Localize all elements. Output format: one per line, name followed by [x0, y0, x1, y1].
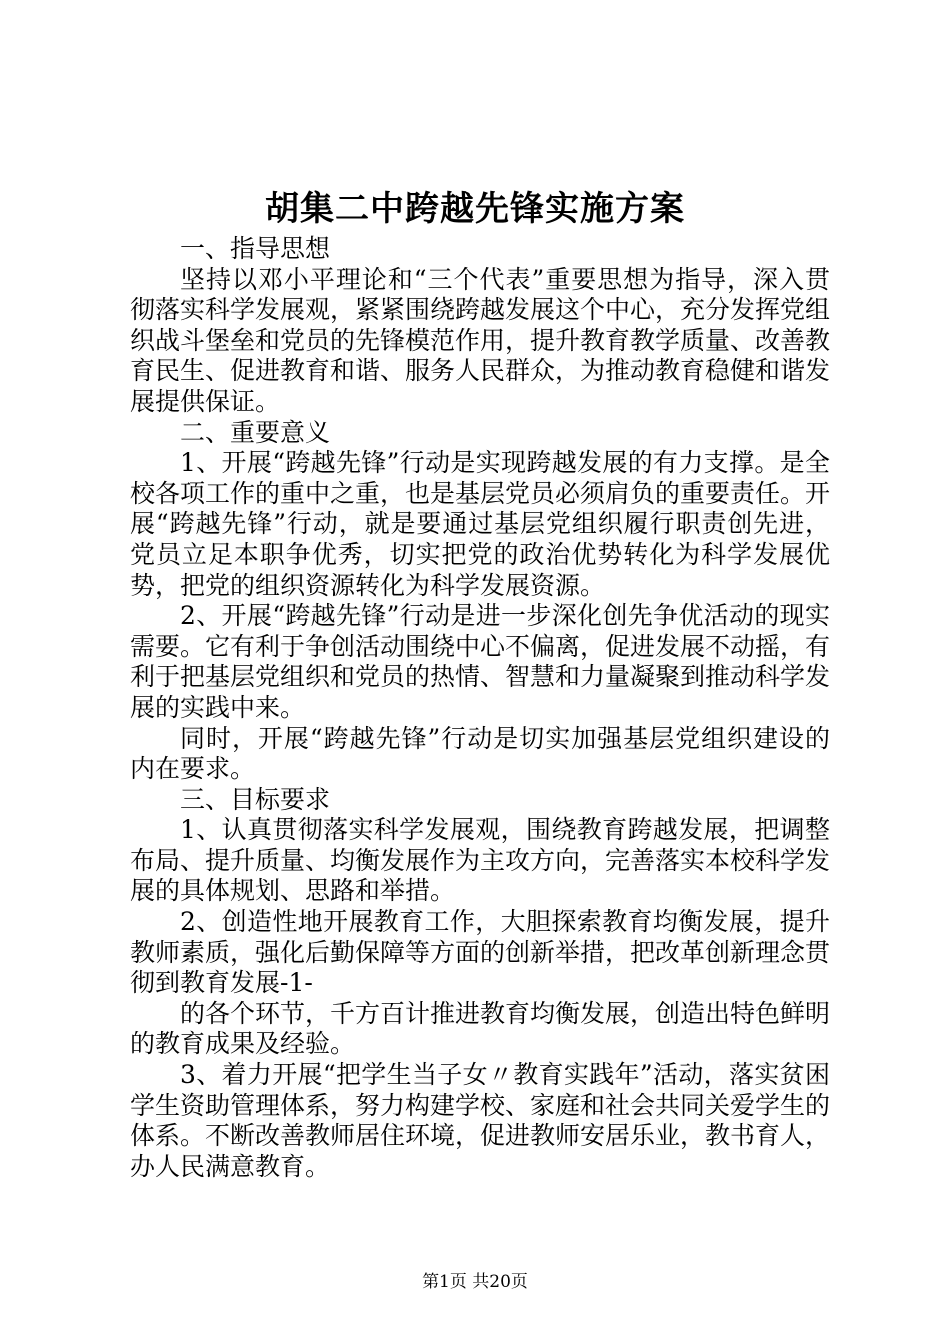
section-heading-goals: 三、目标要求 — [180, 784, 331, 814]
paragraph-significance-3: 同时，开展“跨越先锋”行动是切实加强基层党组织建设的内在要求。 — [130, 723, 830, 784]
paragraph-goals-2: 2、创造性地开展教育工作，大胆探索教育均衡发展，提升教师素质，强化后勤保障等方面的创新举措，把改革创新理念贯彻到教育发展-1- — [130, 907, 831, 998]
section-heading-significance: 二、重要意义 — [180, 417, 331, 447]
paragraph-goals-3: 3、着力开展“把学生当子女〃教育实践年”活动，落实贫困学生资助管理体系，努力构建学校、家庭和社会共同关爱学生的体系。不断改善教师居住环境，促进教师安居乐业，教书育人，办人民满意教育。 — [130, 1060, 831, 1181]
paragraph-goals-1: 1、认真贯彻落实科学发展观，围绕教育跨越发展，把调整布局、提升质量、均衡发展作为主攻方向，完善落实本校科学发展的具体规划、思路和举措。 — [130, 815, 831, 906]
section-heading-guiding-thought: 一、指导思想 — [180, 234, 331, 263]
page-footer: 第1页 共20页 — [422, 1272, 528, 1292]
document-body — [130, 234, 830, 1182]
paragraph-guiding-thought: 坚持以邓小平理论和“三个代表”重要思想为指导，深入贯彻落实科学发展观，紧紧围绕跨越发展这个中心，充分发挥党组织战斗堡垒和党员的先锋模范作用，提升教育教学质量、改善教育民生、促进教育和谐、服务人民群众，为推动教育稳健和谐发展提供保证。 — [130, 264, 831, 416]
paragraph-significance-2: 2、开展“跨越先锋”行动是进一步深化创先争优活动的现实需要。它有利于争创活动围绕中心不偏离，促进发展不动摇，有利于把基层党组织和党员的热情、智慧和力量凝聚到推动科学发展的实践中来。 — [130, 601, 831, 722]
page-title: 胡集二中跨越先锋实施方案 — [265, 189, 685, 229]
paragraph-goals-2-continued: 的各个环节，千方百计推进教育均衡发展，创造出特色鲜明的教育成果及经验。 — [130, 998, 831, 1059]
paragraph-significance-1: 1、开展“跨越先锋”行动是实现跨越发展的有力支撑。是全校各项工作的重中之重，也是基层党员必须肩负的重要责任。开展“跨越先锋”行动，就是要通过基层党组织履行职责创先进，党员立足本职争优秀，切实把党的政治优势转化为科学发展优势，把党的组织资源转化为科学发展资源。 — [130, 448, 831, 600]
